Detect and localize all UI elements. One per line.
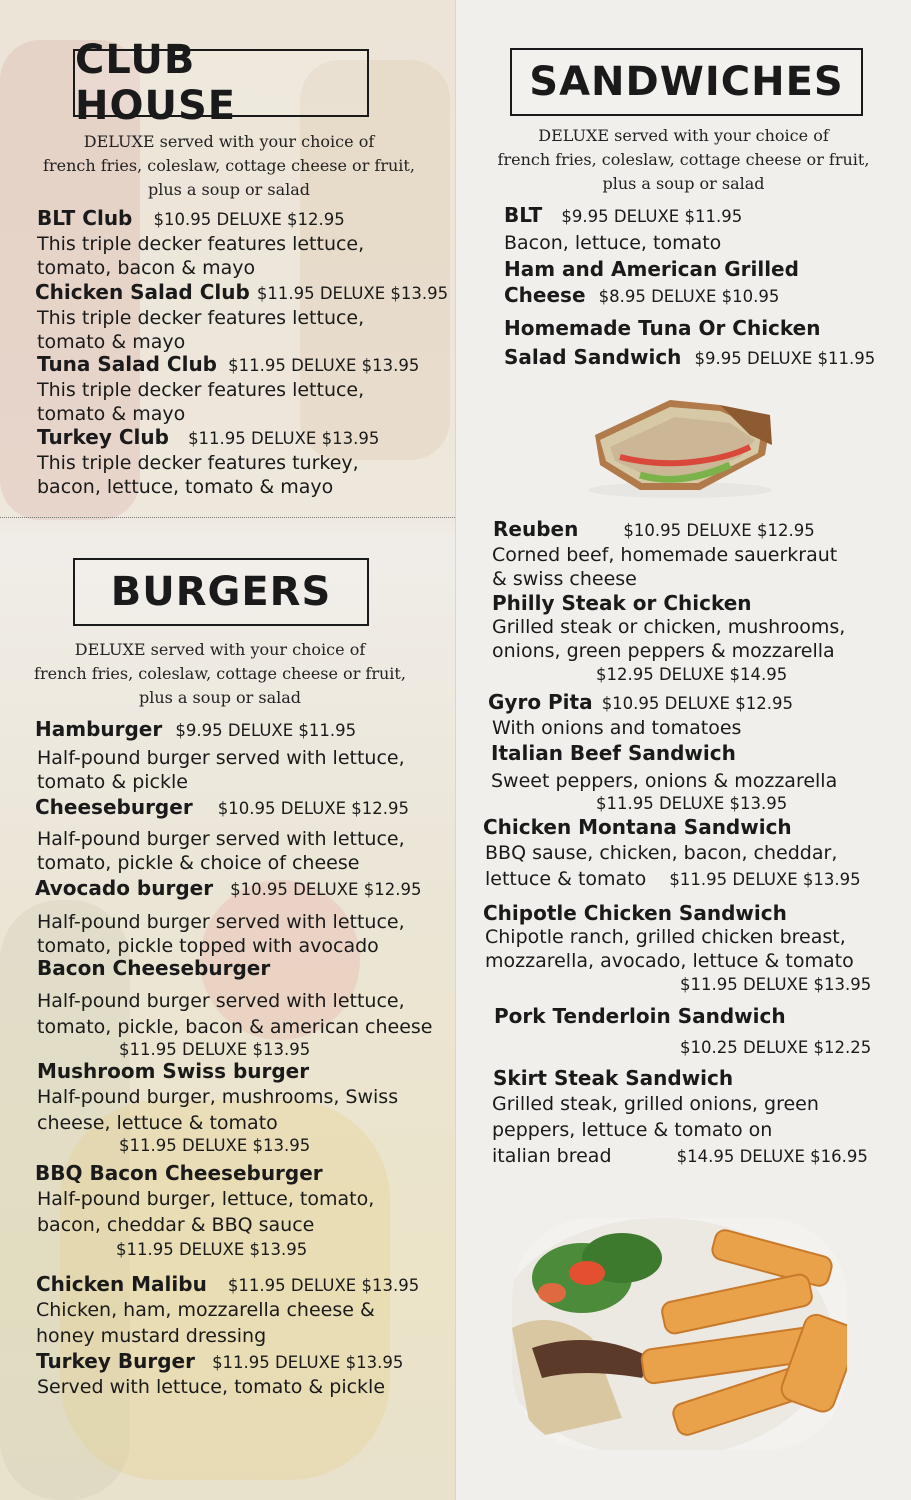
item-desc: italian bread <box>492 1145 612 1167</box>
item-name: Homemade Tuna Or Chicken <box>504 316 821 340</box>
item-desc: tomato, pickle, bacon & american cheese <box>37 1016 433 1038</box>
item-price: $11.95 DELUXE $13.95 <box>119 1136 311 1155</box>
menu-item-gyro-pita <box>488 690 793 740</box>
item-price: $10.25 DELUXE $12.25 <box>680 1038 872 1057</box>
steak-fries-photo <box>512 1218 847 1450</box>
item-price: $10.95 DELUXE $12.95 <box>601 694 793 713</box>
subtitle-line: plus a soup or salad <box>147 180 311 199</box>
item-name: Salad Sandwich <box>504 345 682 369</box>
section-divider <box>0 517 455 518</box>
item-desc: BBQ sause, chicken, bacon, cheddar, <box>485 842 838 864</box>
column-divider <box>455 0 456 1500</box>
item-name: Cheese <box>504 283 586 307</box>
menu-item-hamburger <box>35 717 405 794</box>
item-price: $11.95 DELUXE $13.95 <box>228 356 420 375</box>
item-price: $10.95 DELUXE $12.95 <box>217 799 410 818</box>
item-name: Chipotle Chicken Sandwich <box>483 901 787 925</box>
item-desc: Half-pound burger served with lettuce, <box>37 828 405 850</box>
item-price: $11.95 DELUXE $13.95 <box>669 870 861 889</box>
menu-item-mushroom-swiss-burger <box>37 1059 398 1157</box>
item-price: $11.95 DELUXE $13.95 <box>596 794 788 813</box>
sandwiches-title: SANDWICHES <box>510 48 863 116</box>
item-desc: bacon, lettuce, tomato & mayo <box>37 476 334 498</box>
item-price: $12.95 DELUXE $14.95 <box>596 665 788 684</box>
item-desc: Half-pound burger served with lettuce, <box>37 747 405 769</box>
menu-item-blt-club <box>37 206 364 280</box>
menu-item-blt <box>504 203 742 255</box>
item-price: $10.95 DELUXE $12.95 <box>230 880 422 899</box>
item-name: BLT <box>504 203 543 227</box>
subtitle-line: french fries, coleslaw, cottage cheese or fruit, <box>497 150 870 169</box>
menu-item-bacon-cheeseburger <box>37 956 432 1061</box>
item-desc: tomato & pickle <box>37 771 188 793</box>
subtitle-line: DELUXE served with your choice of <box>83 132 375 151</box>
subtitle-line: french fries, coleslaw, cottage cheese or fruit, <box>43 156 415 175</box>
menu-item-pork-tenderloin-sandwich <box>494 1004 871 1060</box>
item-desc: This triple decker features lettuce, <box>37 307 365 329</box>
subtitle-line: french fries, coleslaw, cottage cheese or fruit, <box>34 664 406 683</box>
menu-item-tuna-salad-club <box>37 352 419 426</box>
item-price: $11.95 DELUXE $13.95 <box>680 975 872 994</box>
item-name: Bacon Cheeseburger <box>37 956 271 980</box>
item-desc: This triple decker features lettuce, <box>37 233 365 255</box>
item-desc: bacon, cheddar & BBQ sauce <box>37 1214 315 1236</box>
item-name: Turkey Club <box>37 425 169 449</box>
burgers-title: BURGERS <box>73 558 369 626</box>
clubhouse-subtitle <box>0 130 458 202</box>
sandwiches-subtitle <box>456 124 911 196</box>
menu-item-ham-american-grilled-cheese <box>504 257 799 309</box>
item-desc: onions, green peppers & mozzarella <box>492 640 835 662</box>
item-desc: Half-pound burger, lettuce, tomato, <box>37 1188 375 1210</box>
item-price: $14.95 DELUXE $16.95 <box>676 1147 868 1166</box>
item-price: $11.95 DELUXE $13.95 <box>256 284 449 303</box>
item-name: Avocado burger <box>35 876 214 900</box>
item-desc: Half-pound burger, mushrooms, Swiss <box>37 1086 399 1108</box>
item-name: Tuna Salad Club <box>37 352 217 376</box>
item-name: Chicken Malibu <box>36 1272 207 1296</box>
item-name: BBQ Bacon Cheeseburger <box>35 1161 323 1185</box>
item-price: $10.95 DELUXE $12.95 <box>623 521 815 540</box>
item-desc: Chicken, ham, mozzarella cheese & <box>36 1299 375 1321</box>
item-desc: Half-pound burger served with lettuce, <box>37 990 405 1012</box>
menu-item-reuben <box>493 517 837 591</box>
item-desc: honey mustard dressing <box>36 1325 267 1347</box>
item-price: $9.95 DELUXE $11.95 <box>694 349 876 368</box>
item-name: Reuben <box>493 517 579 541</box>
item-desc: This triple decker features lettuce, <box>37 379 365 401</box>
item-price: $11.95 DELUXE $13.95 <box>227 1276 420 1295</box>
item-name: Ham and American Grilled <box>504 257 799 281</box>
item-price: $11.95 DELUXE $13.95 <box>188 429 380 448</box>
item-name: Pork Tenderloin Sandwich <box>494 1004 786 1028</box>
item-desc: With onions and tomatoes <box>492 717 742 739</box>
menu-item-bbq-bacon-cheeseburger <box>35 1161 374 1261</box>
menu-item-chipotle-chicken-sandwich <box>483 901 871 997</box>
item-price: $8.95 DELUXE $10.95 <box>598 287 780 306</box>
item-name: Hamburger <box>35 717 163 741</box>
item-desc: tomato, pickle topped with avocado <box>37 935 379 957</box>
item-name: Mushroom Swiss burger <box>37 1059 310 1083</box>
menu-item-turkey-burger <box>36 1349 403 1399</box>
item-desc: Corned beef, homemade sauerkraut <box>492 544 838 566</box>
item-desc: peppers, lettuce & tomato on <box>492 1119 773 1141</box>
item-price: $9.95 DELUXE $11.95 <box>561 207 743 226</box>
subtitle-line: plus a soup or salad <box>138 688 302 707</box>
item-name: Gyro Pita <box>488 690 593 714</box>
item-name: BLT Club <box>37 206 133 230</box>
item-desc: This triple decker features turkey, <box>37 452 359 474</box>
burgers-subtitle <box>0 638 440 710</box>
menu-item-turkey-club <box>37 425 379 499</box>
menu-item-chicken-malibu <box>36 1272 419 1348</box>
item-desc: tomato & mayo <box>37 403 186 425</box>
menu-item-tuna-chicken-salad-sandwich <box>504 316 875 371</box>
item-price: $11.95 DELUXE $13.95 <box>212 1353 404 1372</box>
item-price: $10.95 DELUXE $12.95 <box>153 210 345 229</box>
item-desc: mozzarella, avocado, lettuce & tomato <box>485 950 854 972</box>
subtitle-line: DELUXE served with your choice of <box>538 126 829 145</box>
item-desc: cheese, lettuce & tomato <box>37 1112 278 1134</box>
item-name: Philly Steak or Chicken <box>492 591 752 615</box>
subtitle-line: DELUXE served with your choice of <box>74 640 366 659</box>
item-desc: tomato, pickle & choice of cheese <box>37 852 360 874</box>
item-desc: & swiss cheese <box>492 568 637 590</box>
item-desc: Grilled steak, grilled onions, green <box>492 1093 819 1115</box>
item-desc: Sweet peppers, onions & mozzarella <box>491 770 838 792</box>
subtitle-line: plus a soup or salad <box>602 174 765 193</box>
item-desc: lettuce & tomato <box>485 868 647 890</box>
item-desc: tomato, bacon & mayo <box>37 257 256 279</box>
menu-item-chicken-salad-club <box>35 280 448 354</box>
item-name: Chicken Salad Club <box>35 280 250 304</box>
item-name: Cheeseburger <box>35 795 193 819</box>
menu-item-avocado-burger <box>35 876 421 958</box>
clubhouse-title: CLUB HOUSE <box>73 49 369 117</box>
item-price: $11.95 DELUXE $13.95 <box>116 1240 308 1259</box>
sandwich-photo <box>580 395 780 500</box>
item-name: Turkey Burger <box>36 1349 195 1373</box>
item-desc: Served with lettuce, tomato & pickle <box>37 1376 386 1398</box>
item-name: Skirt Steak Sandwich <box>493 1066 734 1090</box>
item-desc: Chipotle ranch, grilled chicken breast, <box>485 926 846 948</box>
item-desc: tomato & mayo <box>37 331 186 353</box>
menu-item-chicken-montana-sandwich <box>483 815 861 892</box>
item-name: Italian Beef Sandwich <box>491 741 736 765</box>
menu-item-philly-steak-or-chicken <box>492 591 845 687</box>
item-desc: Grilled steak or chicken, mushrooms, <box>492 616 846 638</box>
item-name: Chicken Montana Sandwich <box>483 815 792 839</box>
menu-item-italian-beef-sandwich <box>491 741 837 815</box>
item-desc: Half-pound burger served with lettuce, <box>37 911 405 933</box>
menu-item-cheeseburger <box>35 795 409 875</box>
item-price: $11.95 DELUXE $13.95 <box>119 1040 311 1059</box>
menu-item-skirt-steak-sandwich <box>493 1066 868 1169</box>
item-desc: Bacon, lettuce, tomato <box>504 232 722 254</box>
item-price: $9.95 DELUXE $11.95 <box>175 721 357 740</box>
